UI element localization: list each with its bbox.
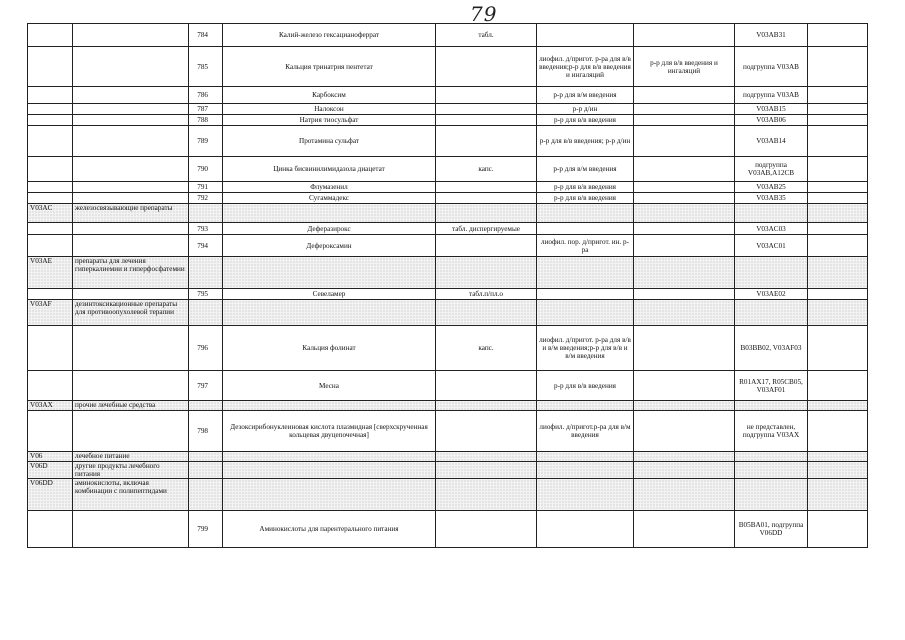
empty-cell (735, 452, 808, 462)
empty-cell (28, 126, 73, 157)
empty-cell (189, 462, 223, 479)
item-number-cell: 787 (189, 104, 223, 115)
empty-cell (735, 462, 808, 479)
empty-cell (634, 479, 735, 511)
empty-cell (634, 452, 735, 462)
empty-cell (436, 204, 537, 223)
group-row (28, 452, 868, 462)
dosage-form-2-cell: лиофил. д/пригот.р-ра для в/м введения (537, 411, 634, 452)
empty-cell (735, 401, 808, 411)
group-row (28, 479, 868, 511)
empty-cell (73, 411, 189, 452)
dosage-form-cell (436, 193, 537, 204)
dosage-form-2-cell: р-р для в/в введения (537, 193, 634, 204)
item-number-cell: 792 (189, 193, 223, 204)
dosage-form-3-cell (634, 371, 735, 401)
dosage-form-cell (436, 182, 537, 193)
group-row (28, 401, 868, 411)
dosage-form-cell (436, 87, 537, 104)
group-code-cell: V06 (28, 452, 73, 462)
empty-cell (735, 204, 808, 223)
dosage-form-2-cell: лиофил. пор. д/пригот. ин. р-ра (537, 235, 634, 257)
empty-cell (808, 511, 868, 548)
drug-name-cell: Флумазенил (223, 182, 436, 193)
group-name-cell: дезинтоксикационные препараты для противоопухолевой терапии (73, 300, 189, 326)
dosage-form-2-cell: р-р для в/м введения (537, 157, 634, 182)
empty-cell (28, 235, 73, 257)
dosage-form-cell: табл. диспергируемые (436, 223, 537, 235)
empty-cell (28, 289, 73, 300)
table-row (28, 235, 868, 257)
empty-cell (808, 104, 868, 115)
dosage-form-cell (436, 511, 537, 548)
empty-cell (808, 452, 868, 462)
empty-cell (73, 87, 189, 104)
empty-cell (28, 193, 73, 204)
empty-cell (634, 401, 735, 411)
group-code-cell: V03AF (28, 300, 73, 326)
atc-code-cell: R01AX17, R05CB05, V03AF01 (735, 371, 808, 401)
empty-cell (735, 479, 808, 511)
empty-cell (28, 87, 73, 104)
group-name-cell: препараты для лечения гиперкалиемии и гиперфосфатемии (73, 257, 189, 289)
empty-cell (73, 104, 189, 115)
empty-cell (735, 300, 808, 326)
dosage-form-cell: капс. (436, 157, 537, 182)
table-row (28, 104, 868, 115)
dosage-form-3-cell (634, 289, 735, 300)
dosage-form-3-cell (634, 182, 735, 193)
item-number-cell: 784 (189, 24, 223, 47)
empty-cell (189, 257, 223, 289)
drug-name-cell: Деферазирокс (223, 223, 436, 235)
atc-code-cell: подгруппа V03AB (735, 87, 808, 104)
empty-cell (634, 204, 735, 223)
dosage-form-cell (436, 47, 537, 87)
dosage-form-3-cell (634, 193, 735, 204)
dosage-form-3-cell (634, 104, 735, 115)
empty-cell (73, 235, 189, 257)
table-row (28, 511, 868, 548)
item-number-cell: 791 (189, 182, 223, 193)
group-name-cell: железосвязывающие препараты (73, 204, 189, 223)
dosage-form-2-cell: лиофил. д/пригот. р-ра для в/в введения;р-р для в/в введения и ингаляций (537, 47, 634, 87)
dosage-form-3-cell (634, 126, 735, 157)
empty-cell (73, 193, 189, 204)
empty-cell (73, 24, 189, 47)
table-row (28, 126, 868, 157)
empty-cell (808, 326, 868, 371)
empty-cell (223, 479, 436, 511)
dosage-form-2-cell: р-р для в/в введения (537, 115, 634, 126)
item-number-cell: 799 (189, 511, 223, 548)
table-row (28, 223, 868, 235)
group-code-cell: V06DD (28, 479, 73, 511)
group-name-cell: лечебное питание (73, 452, 189, 462)
empty-cell (808, 411, 868, 452)
empty-cell (436, 479, 537, 511)
dosage-form-cell (436, 115, 537, 126)
empty-cell (28, 115, 73, 126)
empty-cell (537, 462, 634, 479)
dosage-form-2-cell: р-р для в/в введения; р-р д/ин (537, 126, 634, 157)
empty-cell (189, 452, 223, 462)
dosage-form-2-cell: р-р для в/в введения (537, 371, 634, 401)
drug-name-cell: Натрия тиосульфат (223, 115, 436, 126)
group-name-cell: аминокислоты, включая комбинации с полипептидами (73, 479, 189, 511)
atc-code-cell: V03AE02 (735, 289, 808, 300)
page-number: 79 (470, 2, 498, 26)
empty-cell (808, 462, 868, 479)
empty-cell (808, 289, 868, 300)
empty-cell (223, 401, 436, 411)
empty-cell (436, 257, 537, 289)
drug-name-cell: Севеламер (223, 289, 436, 300)
empty-cell (808, 157, 868, 182)
dosage-form-2-cell (537, 223, 634, 235)
empty-cell (28, 511, 73, 548)
item-number-cell: 794 (189, 235, 223, 257)
empty-cell (223, 204, 436, 223)
dosage-form-3-cell (634, 24, 735, 47)
atc-code-cell: подгруппа V03AB (735, 47, 808, 87)
atc-code-cell: B03BB02, V03AF03 (735, 326, 808, 371)
atc-code-cell: V03AB31 (735, 24, 808, 47)
empty-cell (189, 479, 223, 511)
dosage-form-3-cell (634, 326, 735, 371)
drug-name-cell: Калий-железо гексацианоферрат (223, 24, 436, 47)
group-name-cell: прочие лечебные средства (73, 401, 189, 411)
dosage-form-2-cell (537, 511, 634, 548)
atc-code-cell: подгруппа V03AB,A12CB (735, 157, 808, 182)
empty-cell (223, 257, 436, 289)
item-number-cell: 786 (189, 87, 223, 104)
table-row (28, 193, 868, 204)
empty-cell (436, 401, 537, 411)
table-row (28, 411, 868, 452)
empty-cell (537, 401, 634, 411)
group-code-cell: V03AX (28, 401, 73, 411)
dosage-form-cell: табл. (436, 24, 537, 47)
empty-cell (808, 371, 868, 401)
empty-cell (73, 126, 189, 157)
item-number-cell: 790 (189, 157, 223, 182)
empty-cell (808, 223, 868, 235)
dosage-form-3-cell (634, 235, 735, 257)
atc-code-cell: V03AB25 (735, 182, 808, 193)
table-body (28, 24, 868, 548)
item-number-cell: 789 (189, 126, 223, 157)
dosage-form-2-cell: лиофил. д/пригот. р-ра для в/в и в/м введения;р-р для в/в и в/м введения (537, 326, 634, 371)
empty-cell (73, 511, 189, 548)
dosage-form-2-cell: р-р д/ин (537, 104, 634, 115)
group-row (28, 257, 868, 289)
empty-cell (634, 300, 735, 326)
empty-cell (28, 24, 73, 47)
dosage-form-cell (436, 371, 537, 401)
empty-cell (223, 462, 436, 479)
empty-cell (28, 223, 73, 235)
dosage-form-cell (436, 235, 537, 257)
group-row (28, 300, 868, 326)
empty-cell (808, 47, 868, 87)
table-row (28, 157, 868, 182)
table-row (28, 182, 868, 193)
empty-cell (28, 47, 73, 87)
group-name-cell: другие продукты лечебного питания (73, 462, 189, 479)
table-row (28, 371, 868, 401)
item-number-cell: 785 (189, 47, 223, 87)
empty-cell (189, 300, 223, 326)
drug-name-cell: Месна (223, 371, 436, 401)
empty-cell (28, 104, 73, 115)
group-code-cell: V03AC (28, 204, 73, 223)
drug-name-cell: Сугаммадекс (223, 193, 436, 204)
dosage-form-cell (436, 104, 537, 115)
empty-cell (808, 300, 868, 326)
empty-cell (537, 452, 634, 462)
item-number-cell: 798 (189, 411, 223, 452)
empty-cell (436, 300, 537, 326)
dosage-form-cell (436, 411, 537, 452)
dosage-form-2-cell (537, 24, 634, 47)
dosage-form-2-cell (537, 289, 634, 300)
empty-cell (537, 204, 634, 223)
empty-cell (436, 452, 537, 462)
empty-cell (73, 182, 189, 193)
dosage-form-2-cell: р-р для в/в введения (537, 182, 634, 193)
dosage-form-cell: капс. (436, 326, 537, 371)
empty-cell (73, 115, 189, 126)
empty-cell (808, 235, 868, 257)
drug-name-cell: Налоксон (223, 104, 436, 115)
drug-table (27, 23, 868, 548)
group-row (28, 462, 868, 479)
empty-cell (808, 401, 868, 411)
empty-cell (28, 326, 73, 371)
item-number-cell: 788 (189, 115, 223, 126)
empty-cell (28, 371, 73, 401)
empty-cell (28, 182, 73, 193)
dosage-form-3-cell (634, 223, 735, 235)
empty-cell (223, 300, 436, 326)
table-row (28, 24, 868, 47)
dosage-form-cell: табл.п/пл.о (436, 289, 537, 300)
empty-cell (537, 300, 634, 326)
empty-cell (808, 479, 868, 511)
dosage-form-3-cell (634, 87, 735, 104)
empty-cell (73, 326, 189, 371)
empty-cell (28, 411, 73, 452)
drug-name-cell: Протамина сульфат (223, 126, 436, 157)
empty-cell (808, 182, 868, 193)
empty-cell (537, 479, 634, 511)
empty-cell (808, 257, 868, 289)
table-row (28, 115, 868, 126)
drug-name-cell: Дезоксирибонуклеиновая кислота плазмидная [сверхскрученная кольцевая двуцепочечная] (223, 411, 436, 452)
table-row (28, 326, 868, 371)
group-code-cell: V03AE (28, 257, 73, 289)
atc-code-cell: V03AB35 (735, 193, 808, 204)
drug-name-cell: Кальция фолинат (223, 326, 436, 371)
drug-name-cell: Кальция тринатрия пентетат (223, 47, 436, 87)
drug-name-cell: Аминокислоты для парентерального питания (223, 511, 436, 548)
group-row (28, 204, 868, 223)
item-number-cell: 793 (189, 223, 223, 235)
empty-cell (808, 115, 868, 126)
dosage-form-cell (436, 126, 537, 157)
empty-cell (223, 452, 436, 462)
empty-cell (735, 257, 808, 289)
atc-code-cell: V03AB06 (735, 115, 808, 126)
empty-cell (28, 157, 73, 182)
dosage-form-3-cell (634, 511, 735, 548)
group-code-cell: V06D (28, 462, 73, 479)
empty-cell (808, 24, 868, 47)
table-row (28, 87, 868, 104)
empty-cell (808, 204, 868, 223)
atc-code-cell: V03AC03 (735, 223, 808, 235)
item-number-cell: 796 (189, 326, 223, 371)
empty-cell (537, 257, 634, 289)
empty-cell (73, 157, 189, 182)
empty-cell (808, 87, 868, 104)
atc-code-cell: V03AB14 (735, 126, 808, 157)
table-row (28, 47, 868, 87)
atc-code-cell: не представлен, подгруппа V03AX (735, 411, 808, 452)
atc-code-cell: B05BA01, подгруппа V06DD (735, 511, 808, 548)
empty-cell (73, 289, 189, 300)
empty-cell (189, 204, 223, 223)
empty-cell (634, 462, 735, 479)
dosage-form-3-cell: р-р для в/в введения и ингаляций (634, 47, 735, 87)
empty-cell (808, 126, 868, 157)
atc-code-cell: V03AC01 (735, 235, 808, 257)
empty-cell (436, 462, 537, 479)
dosage-form-3-cell (634, 157, 735, 182)
empty-cell (73, 47, 189, 87)
atc-code-cell: V03AB15 (735, 104, 808, 115)
item-number-cell: 797 (189, 371, 223, 401)
dosage-form-3-cell (634, 115, 735, 126)
empty-cell (73, 223, 189, 235)
dosage-form-3-cell (634, 411, 735, 452)
drug-name-cell: Карбоксим (223, 87, 436, 104)
dosage-form-2-cell: р-р для в/м введения (537, 87, 634, 104)
item-number-cell: 795 (189, 289, 223, 300)
empty-cell (73, 371, 189, 401)
table-row (28, 289, 868, 300)
drug-name-cell: Цинка бисвинилимидазола диацетат (223, 157, 436, 182)
drug-name-cell: Дефероксамин (223, 235, 436, 257)
empty-cell (189, 401, 223, 411)
empty-cell (808, 193, 868, 204)
empty-cell (634, 257, 735, 289)
